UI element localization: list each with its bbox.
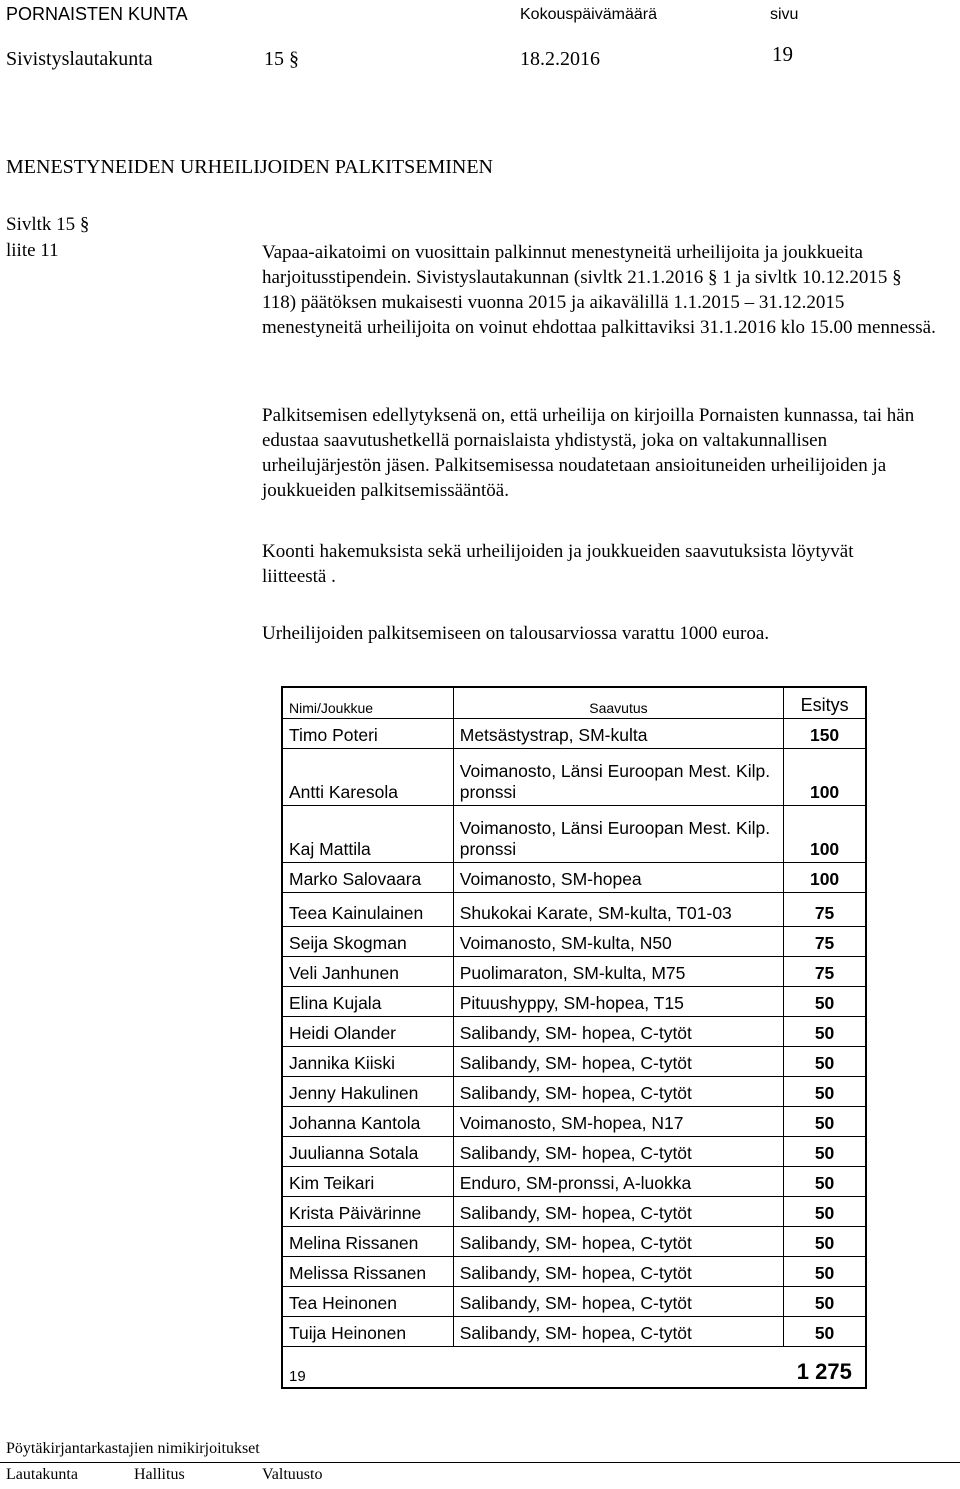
cell-name: Krista Päivärinne xyxy=(282,1197,453,1227)
cell-amount: 50 xyxy=(784,1077,866,1107)
cell-name: Jannika Kiiski xyxy=(282,1047,453,1077)
cell-amount: 50 xyxy=(784,1197,866,1227)
cell-name: Johanna Kantola xyxy=(282,1107,453,1137)
cell-name: Kim Teikari xyxy=(282,1167,453,1197)
cell-achievement: Shukokai Karate, SM-kulta, T01-03 xyxy=(453,893,783,927)
paragraph-intro xyxy=(262,240,938,340)
cell-amount: 75 xyxy=(784,957,866,987)
cell-achievement: Salibandy, SM- hopea, C-tytöt xyxy=(453,1227,783,1257)
table-row xyxy=(282,1167,866,1197)
table-row xyxy=(282,719,866,749)
paragraph-text: Palkitsemisen edellytyksenä on, että urheilija on kirjoilla Pornaisten kunnassa, tai hän edustaa saavutushetkellä pornaislaista yhdistystä, joka on valtakunnallisen urheilujärjestön jäsen. Palkitsemisessa noudatetaan ansioituneiden urheilijoiden ja joukkueiden palkitsemissääntöä. xyxy=(262,405,915,501)
cell-amount: 50 xyxy=(784,1167,866,1197)
table-row xyxy=(282,987,866,1017)
cell-amount: 100 xyxy=(784,749,866,806)
cell-achievement: Salibandy, SM- hopea, C-tytöt xyxy=(453,1137,783,1167)
column-header-achievement: Saavutus xyxy=(453,687,783,719)
cell-amount: 50 xyxy=(784,1257,866,1287)
paragraph-budget xyxy=(262,621,942,646)
cell-name: Jenny Hakulinen xyxy=(282,1077,453,1107)
paragraph-summary xyxy=(262,539,922,589)
cell-amount: 100 xyxy=(784,806,866,863)
cell-achievement: Salibandy, SM- hopea, C-tytöt xyxy=(453,1047,783,1077)
table-row xyxy=(282,893,866,927)
body-name: Sivistyslautakunta xyxy=(6,48,153,70)
cell-amount: 75 xyxy=(784,927,866,957)
cell-achievement: Voimanosto, Länsi Euroopan Mest. Kilp. pronssi xyxy=(453,749,783,806)
total-amount: 1 275 xyxy=(784,1347,866,1389)
table-row xyxy=(282,863,866,893)
page-number: 19 xyxy=(772,42,793,66)
cell-achievement: Puolimaraton, SM-kulta, M75 xyxy=(453,957,783,987)
date-label: Kokouspäivämäärä xyxy=(520,6,657,23)
table-row xyxy=(282,1197,866,1227)
page-label: sivu xyxy=(770,6,799,23)
cell-amount: 75 xyxy=(784,893,866,927)
attachment-ref: liite 11 xyxy=(6,240,59,261)
cell-name: Kaj Mattila xyxy=(282,806,453,863)
table-total-row xyxy=(282,1347,866,1389)
cell-name: Tuija Heinonen xyxy=(282,1317,453,1347)
table-row xyxy=(282,1257,866,1287)
cell-achievement: Salibandy, SM- hopea, C-tytöt xyxy=(453,1197,783,1227)
cell-amount: 50 xyxy=(784,1317,866,1347)
table-row xyxy=(282,1317,866,1347)
cell-achievement: Voimanosto, Länsi Euroopan Mest. Kilp. pronssi xyxy=(453,806,783,863)
org-name: PORNAISTEN KUNTA xyxy=(6,4,188,24)
section-number: 15 § xyxy=(264,48,299,70)
table-row xyxy=(282,1077,866,1107)
cell-achievement: Salibandy, SM- hopea, C-tytöt xyxy=(453,1017,783,1047)
meeting-date: 18.2.2016 xyxy=(520,48,600,70)
cell-achievement: Voimanosto, SM-hopea xyxy=(453,863,783,893)
table-row xyxy=(282,1017,866,1047)
cell-achievement: Voimanosto, SM-kulta, N50 xyxy=(453,927,783,957)
column-header-amount: Esitys xyxy=(784,687,866,719)
column-header-name: Nimi/Joukkue xyxy=(282,687,453,719)
paragraph-conditions xyxy=(262,403,946,503)
paragraph-text: Koonti hakemuksista sekä urheilijoiden ja joukkueiden saavutuksista löytyvät liitteestä . xyxy=(262,541,854,587)
table-row xyxy=(282,1137,866,1167)
table-row xyxy=(282,1287,866,1317)
paragraph-text: Vapaa-aikatoimi on vuosittain palkinnut menestyneitä urheilijoita ja joukkueita harjoitusstipendein. Sivistyslautakunnan (sivltk 21.1.2016 § 1 ja sivltk 10.12.2015 § 118) päätöksen mukaisesti vuonna 2015 ja aikavälillä 1.1.2015 – 31.12.2015 menestyneitä urheilijoita on voinut ehdottaa palkittaviksi 31.1.2016 klo 15.00 mennessä. xyxy=(262,242,936,338)
table-row xyxy=(282,1047,866,1077)
table-row xyxy=(282,1107,866,1137)
cell-achievement: Pituushyppy, SM-hopea, T15 xyxy=(453,987,783,1017)
cell-achievement: Salibandy, SM- hopea, C-tytöt xyxy=(453,1287,783,1317)
total-spacer xyxy=(453,1347,783,1389)
page-title: MENESTYNEIDEN URHEILIJOIDEN PALKITSEMINEN xyxy=(6,156,493,178)
cell-amount: 100 xyxy=(784,863,866,893)
cell-amount: 50 xyxy=(784,987,866,1017)
cell-amount: 150 xyxy=(784,719,866,749)
cell-name: Elina Kujala xyxy=(282,987,453,1017)
cell-name: Antti Karesola xyxy=(282,749,453,806)
table-row xyxy=(282,927,866,957)
table-row xyxy=(282,957,866,987)
footer-body-hallitus: Hallitus xyxy=(134,1466,185,1483)
cell-achievement: Enduro, SM-pronssi, A-luokka xyxy=(453,1167,783,1197)
cell-amount: 50 xyxy=(784,1017,866,1047)
table-row xyxy=(282,1227,866,1257)
cell-amount: 50 xyxy=(784,1137,866,1167)
cell-achievement: Salibandy, SM- hopea, C-tytöt xyxy=(453,1317,783,1347)
cell-achievement: Salibandy, SM- hopea, C-tytöt xyxy=(453,1077,783,1107)
cell-name: Seija Skogman xyxy=(282,927,453,957)
cell-amount: 50 xyxy=(784,1047,866,1077)
cell-achievement: Voimanosto, SM-hopea, N17 xyxy=(453,1107,783,1137)
table-row xyxy=(282,806,866,863)
cell-name: Juulianna Sotala xyxy=(282,1137,453,1167)
cell-name: Heidi Olander xyxy=(282,1017,453,1047)
cell-amount: 50 xyxy=(784,1227,866,1257)
cell-name: Veli Janhunen xyxy=(282,957,453,987)
cell-amount: 50 xyxy=(784,1107,866,1137)
cell-name: Marko Salovaara xyxy=(282,863,453,893)
cell-achievement: Salibandy, SM- hopea, C-tytöt xyxy=(453,1257,783,1287)
total-count: 19 xyxy=(282,1347,453,1389)
footer-body-lautakunta: Lautakunta xyxy=(6,1466,78,1483)
table-row xyxy=(282,749,866,806)
cell-name: Timo Poteri xyxy=(282,719,453,749)
cell-name: Melissa Rissanen xyxy=(282,1257,453,1287)
cell-amount: 50 xyxy=(784,1287,866,1317)
cell-name: Melina Rissanen xyxy=(282,1227,453,1257)
cell-name: Teea Kainulainen xyxy=(282,893,453,927)
footer-body-valtuusto: Valtuusto xyxy=(262,1466,323,1483)
cell-achievement: Metsästystrap, SM-kulta xyxy=(453,719,783,749)
paragraph-text: Urheilijoiden palkitsemiseen on talousarviossa varattu 1000 euroa. xyxy=(262,623,770,644)
cell-name: Tea Heinonen xyxy=(282,1287,453,1317)
awards-table xyxy=(281,686,867,1389)
footer-divider xyxy=(0,1462,960,1463)
side-ref: Sivltk 15 § xyxy=(6,214,90,235)
table-header-row xyxy=(282,687,866,719)
signatures-label: Pöytäkirjantarkastajien nimikirjoitukset xyxy=(6,1440,260,1457)
